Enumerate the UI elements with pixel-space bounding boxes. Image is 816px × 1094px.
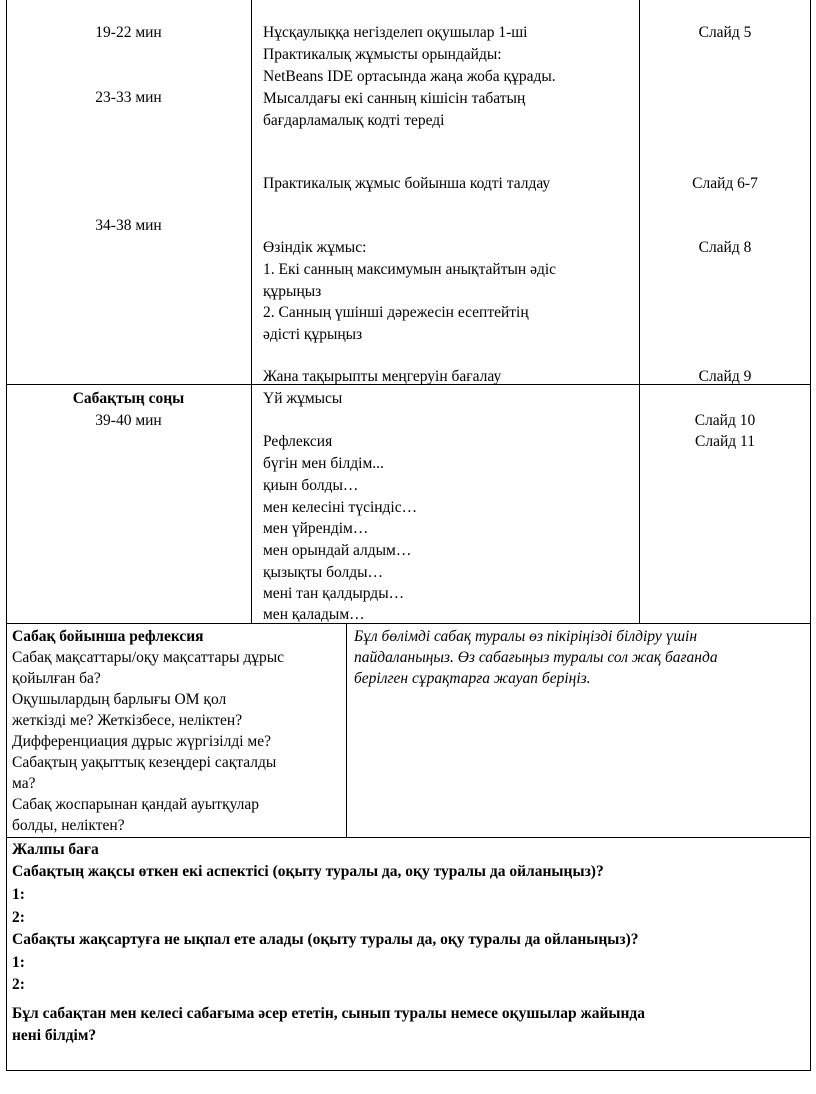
activity-line: мен қаладым… <box>263 606 365 623</box>
activity-line: Практикалық жұмысты орындайды: <box>263 46 502 63</box>
stage-title: Сабақтың соңы <box>72 390 185 407</box>
time-23-33: 23-33 мин <box>95 89 162 106</box>
activity-line: әдісті құрыңыз <box>263 326 363 343</box>
activity-line: қызықты болды… <box>263 564 384 581</box>
activity-line: бүгін мен білдім... <box>263 455 384 472</box>
activity-assessment: Жана тақырыпты меңгеруін бағалау <box>263 368 502 385</box>
activity-line: мен келесіні түсіндіс… <box>263 499 418 516</box>
activity-line: 2. Санның үшінші дәрежесін есептейтің <box>263 304 529 321</box>
resource-slide-6-7: Слайд 6-7 <box>692 175 758 192</box>
resource-slide-5: Слайд 5 <box>698 24 752 41</box>
activity-line: Рефлексия <box>263 433 333 450</box>
column-divider-reflection <box>346 623 347 837</box>
activity-line: мені тан қалдырды… <box>263 585 405 602</box>
resource-slide-11: Слайд 11 <box>695 433 755 450</box>
activity-code-analysis: Практикалық жұмыс бойынша кодті талдау <box>263 175 551 192</box>
table-border-bottom <box>6 1070 811 1071</box>
summary-question-2: Сабақты жақсартуға не ықпал ете алады (оқыту туралы да, оқу туралы да ойланыңыз)? <box>12 931 639 948</box>
summary-question-1: Сабақтың жақсы өткен екі аспектісі (оқыту туралы да, оқу туралы да ойланыңыз)? <box>12 863 604 880</box>
activity-line: Нұсқаулыққа негізделеп оқушылар 1-ші <box>263 24 528 41</box>
summary-answer: 1: <box>12 954 25 971</box>
summary-question-3: Бұл сабақтан мен келесі сабағыма әсер ететін, сынып туралы немесе оқушылар жайында <box>12 1005 646 1022</box>
summary-title: Жалпы баға <box>12 841 99 858</box>
reflection-question: қойылған ба? <box>12 670 101 687</box>
activity-line: мен орындай алдым… <box>263 542 412 559</box>
reflection-note: берілген сұрақтарға жауап беріңіз. <box>354 670 591 687</box>
resource-slide-8: Слайд 8 <box>698 239 752 256</box>
reflection-question: Сабақ жоспарынан қандай ауытқулар <box>12 796 260 813</box>
reflection-note: Бұл бөлімді сабақ туралы өз пікіріңізді білдіру үшін <box>354 628 698 645</box>
activity-line: Үй жұмысы <box>263 390 343 407</box>
reflection-title: Сабақ бойынша рефлексия <box>12 628 204 645</box>
column-divider-1 <box>251 0 252 623</box>
resource-slide-10: Слайд 10 <box>694 412 756 429</box>
table-border-right <box>810 0 811 1071</box>
reflection-note: пайдаланыңыз. Өз сабағыңыз туралы сол жақ бағанда <box>354 649 718 666</box>
activity-line: Мысалдағы екі санның кішісін табатың <box>263 90 526 107</box>
time-19-22: 19-22 мин <box>95 24 162 41</box>
summary-question-3: нені білдім? <box>12 1027 97 1044</box>
summary-answer: 2: <box>12 909 25 926</box>
activity-line: бағдарламалық кодті тереді <box>263 112 445 129</box>
reflection-question: болды, неліктен? <box>12 817 125 834</box>
reflection-question: ма? <box>12 775 36 792</box>
resource-slide-9: Слайд 9 <box>698 368 752 385</box>
activity-line: 1. Екі санның максимумын анықтайтын әдіс <box>263 261 557 278</box>
table-border-left <box>6 0 7 1071</box>
activity-line: құрыңыз <box>263 283 322 300</box>
row-divider-2 <box>6 623 811 624</box>
column-divider-2 <box>639 0 640 623</box>
reflection-question: Сабақ мақсаттары/оқу мақсаттары дұрыс <box>12 649 285 666</box>
summary-answer: 2: <box>12 976 25 993</box>
summary-answer: 1: <box>12 886 25 903</box>
reflection-question: жеткізді ме? Жеткізбесе, неліктен? <box>12 712 243 729</box>
activity-line: Өзіндік жұмыс: <box>263 239 367 256</box>
time-34-38: 34-38 мин <box>95 217 162 234</box>
reflection-question: Дифференциация дұрыс жүргізілді ме? <box>12 733 271 750</box>
activity-line: қиын болды… <box>263 477 359 494</box>
activity-line: NetBeans IDE ортасында жаңа жоба құрады. <box>263 68 556 85</box>
stage-time: 39-40 мин <box>95 412 162 429</box>
row-divider-3 <box>6 837 811 838</box>
reflection-question: Сабақтың уақыттық кезеңдері сақталды <box>12 754 277 771</box>
activity-line: мен үйрендім… <box>263 520 369 537</box>
reflection-question: Оқушылардың барлығы ОМ қол <box>12 691 227 708</box>
